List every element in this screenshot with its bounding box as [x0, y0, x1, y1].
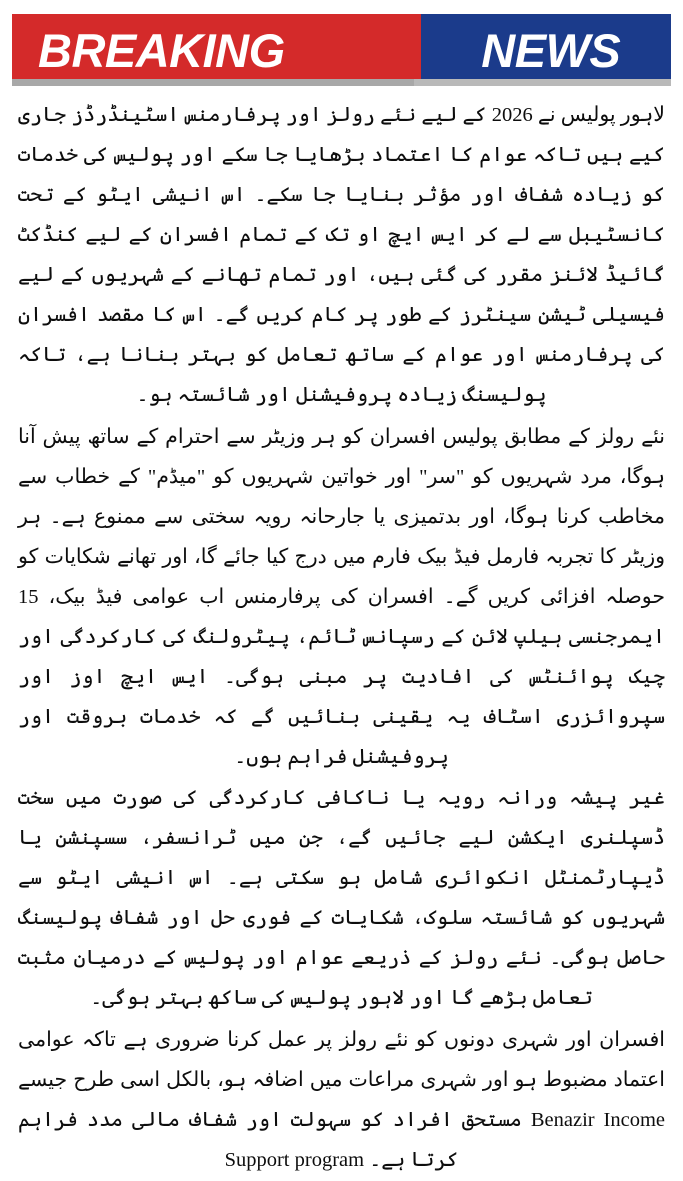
banner-blue-panel: [421, 14, 671, 86]
article-paragraph-4-text: افسران اور شہری دونوں کو نئے رولز پر عمل کرنا ضروری ہے تاکہ عوامی اعتماد مضبوط ہو اور شہری مراعات میں اضافہ ہو، بالکل اسی طرح جیسے: [18, 1029, 665, 1092]
article-paragraph-1: لاہور پولیس نے 2026 کے لیے نئے رولز اور پرفارمنس اسٹینڈرڈز جاری کیے ہیں تاکہ عوام کا اعتماد بڑھایا جا سکے اور پولیس کی خدمات کو زیادہ شفاف اور مؤثر بنایا جا سکے۔ اس انیشی ایٹو کے تحت کانسٹیبل سے لے کر ایس ایچ او تک کے تمام افسران کے لیے کنڈکٹ گائیڈ لائنز مقرر کی گئی ہیں، اور تمام تھانے کے شہریوں کے لیے فیسیلی ٹیشن سینٹرز کے طور پر کام کریں گے۔ اس کا مقصد افسران کی پرفارمنس اور عوام کے ساتھ تعامل کو بہتر بنانا ہے، تاکہ پولیسنگ زیادہ پروفیشنل اور شائستہ ہو۔: [18, 104, 665, 406]
banner-news-text: NEWS: [481, 23, 621, 77]
banner-red-panel: [12, 14, 421, 86]
banner-breaking-text: BREAKING: [38, 23, 285, 77]
banner-underline: [12, 79, 671, 86]
inline-english-phrase-2: Support program: [224, 1149, 365, 1172]
article-paragraph-3: غیر پیشہ ورانہ رویہ یا ناکافی کارکردگی کی صورت میں سخت ڈسپلنری ایکشن لیے جائیں گے، جن میں ٹرانسفر، سسپنشن یا ڈیپارٹمنٹل انکوائری شامل ہو سکتی ہے۔ اس انیشی ایٹو سے شہریوں کو شائستہ سلوک، شکایات کے فوری حل اور شفاف پولیسنگ حاصل ہوگی۔ نئے رولز کے ذریعے عوام اور پولیس کے درمیان مثبت تعامل بڑھے گا اور لاہور پولیس کی ساکھ بہتر ہوگی۔: [18, 787, 666, 1010]
article-body: [12, 96, 671, 1181]
inline-english-phrase-1: Benazir Income: [530, 1109, 666, 1132]
article-paragraph-4-tail: مستحق افراد کو سہولت اور شفاف مالی مدد فراہم کرتا ہے۔: [18, 1109, 522, 1172]
article-paragraph-2: نئے رولز کے مطابق پولیس افسران کو ہر وزیٹر سے احترام کے ساتھ پیش آنا ہوگا، مرد شہریوں کو "سر" اور خواتین شہریوں کو "میڈم" کے خطاب سے مخاطب کرنا ہوگا، اور بدتمیزی یا جارحانہ رویہ سختی سے ممنوع ہے۔ ہر وزیٹر کا تجربہ فارمل فیڈ بیک فارم میں درج کیا جائے گا، اور تھانے شکایات کو حوصلہ افزائی کریں گے۔ افسران کی پرفارمنس اب عوامی فیڈ بیک، 15 ایمرجنسی ہیلپ لائن کے رسپانس ٹائم، پیٹرولنگ کی کارکردگی اور چیک پوائنٹس کی افادیت پر مبنی ہوگی۔ ایس ایچ اوز اور سپروائزری اسٹاف یہ یقینی بنائیں گے کہ خدمات بروقت اور پروفیشنل فراہم ہوں۔: [18, 425, 665, 768]
banner-underline-left-segment: [12, 79, 414, 86]
breaking-news-banner: [12, 14, 671, 86]
article-paragraph-4: [18, 1021, 665, 1181]
